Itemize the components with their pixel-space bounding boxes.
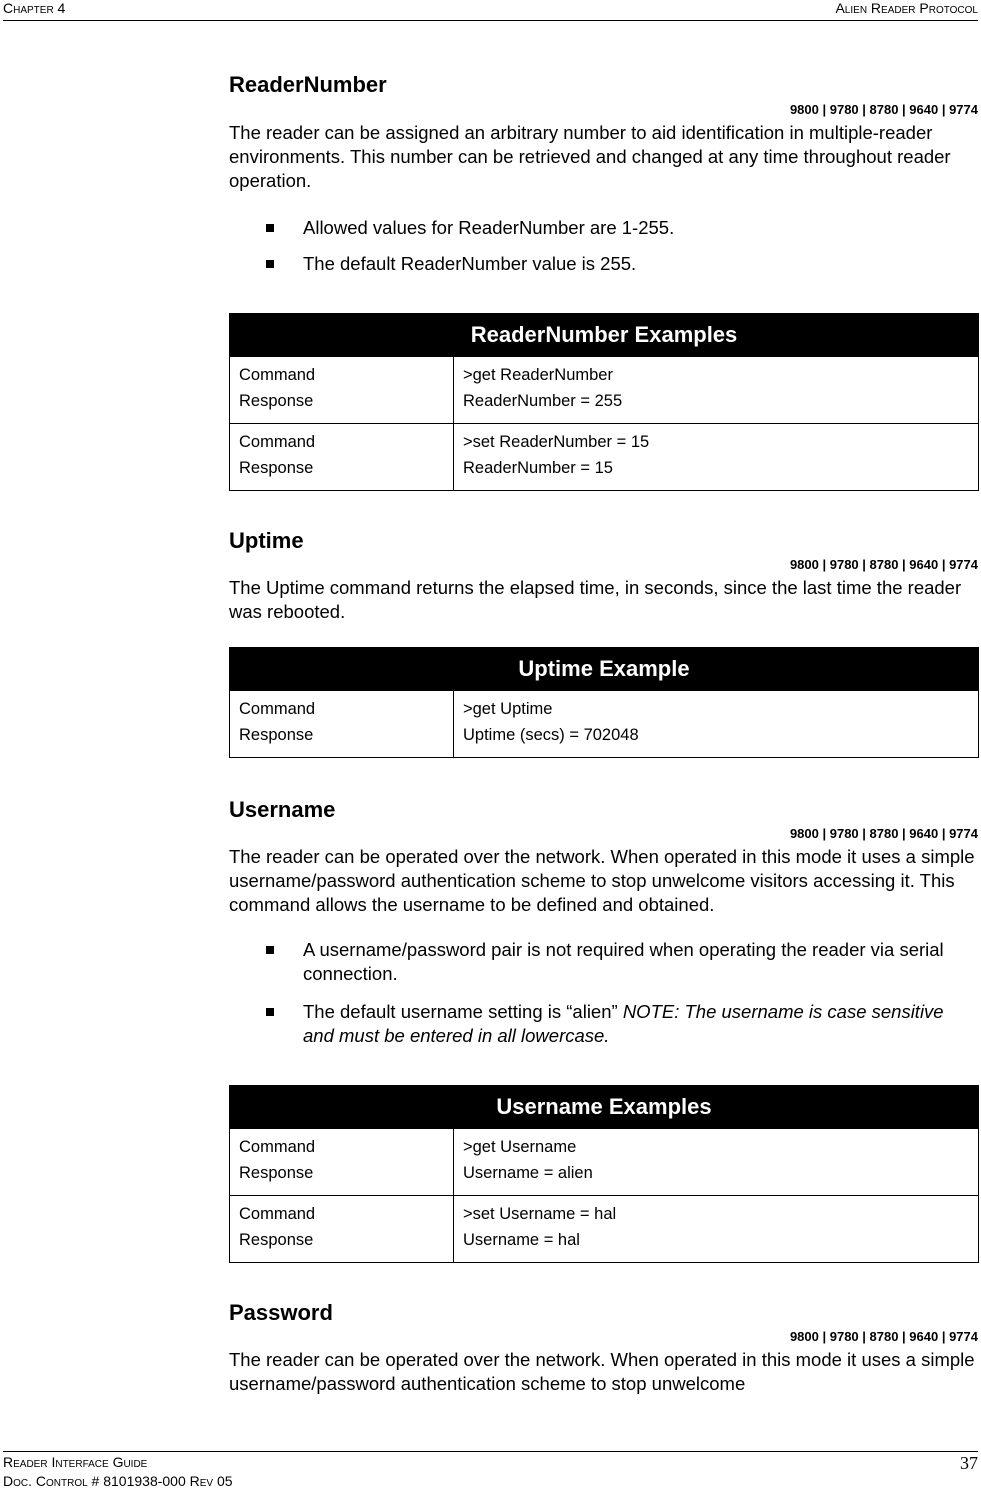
bullet-text: The default username setting is “alien” [303, 1001, 623, 1022]
table-title: Username Examples [230, 1086, 979, 1129]
document-title: Alien Reader Protocol [835, 0, 978, 16]
command-text: >set ReaderNumber = 15 [463, 433, 650, 451]
body-readernumber: The reader can be assigned an arbitrary number to aid identification in multiple-reader environments. This number can be retrieved and changed at any time throughout reader operation. [229, 122, 951, 191]
command-label: Command [239, 366, 316, 384]
section-title-uptime: Uptime [229, 528, 304, 553]
command-text: >get Uptime [463, 700, 553, 718]
guide-title: Reader Interface Guide [3, 1454, 148, 1470]
command-label: Command [239, 1138, 316, 1156]
list-item: The default ReaderNumber value is 255. [229, 252, 977, 276]
bullet-list-username [229, 938, 977, 1048]
uptime-example-table [229, 647, 979, 758]
body-password: The reader can be operated over the network. When operated in this mode it uses a simple username/password authentication scheme to stop unwelcome [229, 1349, 975, 1394]
table-cell-label [230, 424, 454, 491]
table-cell-label [230, 1196, 454, 1263]
models-username: 9800 | 9780 | 8780 | 9640 | 9774 [789, 826, 978, 841]
readernumber-examples-table [229, 313, 979, 491]
list-item: A username/password pair is not required when operating the reader via serial connection. [229, 938, 977, 986]
table-cell-value [454, 1196, 979, 1263]
table-row [230, 1196, 979, 1263]
command-text: >get ReaderNumber [463, 366, 613, 384]
username-examples-table [229, 1085, 979, 1263]
chapter-label: Chapter 4 [3, 0, 66, 16]
table-cell-value [454, 1129, 979, 1196]
table-cell-label [230, 1129, 454, 1196]
response-text: Uptime (secs) = 702048 [463, 726, 639, 744]
models-uptime: 9800 | 9780 | 8780 | 9640 | 9774 [789, 557, 978, 572]
table-cell-value [454, 691, 979, 758]
list-item [229, 1000, 977, 1048]
section-title-password: Password [229, 1300, 333, 1325]
doc-control: Doc. Control # 8101938-000 Rev 05 [3, 1473, 233, 1489]
response-label: Response [239, 1164, 314, 1182]
models-readernumber: 9800 | 9780 | 8780 | 9640 | 9774 [789, 102, 978, 117]
table-title: ReaderNumber Examples [230, 314, 979, 357]
section-title-username: Username [229, 797, 336, 822]
page-header [3, 0, 978, 21]
table-cell-value [454, 357, 979, 424]
page-number: 37 [960, 1453, 978, 1473]
response-label: Response [239, 1231, 314, 1249]
command-label: Command [239, 1205, 316, 1223]
table-cell-value [454, 424, 979, 491]
response-text: Username = hal [463, 1231, 580, 1249]
response-text: ReaderNumber = 15 [463, 459, 613, 477]
models-password: 9800 | 9780 | 8780 | 9640 | 9774 [789, 1329, 978, 1344]
response-text: Username = alien [463, 1164, 593, 1182]
table-title: Uptime Example [230, 648, 979, 691]
bullet-note: NOTE: The username is case sensitive and must be entered in all lowercase. [303, 1001, 944, 1046]
body-uptime: The Uptime command returns the elapsed time, in seconds, since the last time the reader was rebooted. [229, 577, 962, 622]
table-row [230, 357, 979, 424]
table-row [230, 424, 979, 491]
command-label: Command [239, 700, 316, 718]
section-title-readernumber: ReaderNumber [229, 72, 387, 97]
response-label: Response [239, 726, 314, 744]
response-label: Response [239, 392, 314, 410]
page-footer [3, 1451, 978, 1493]
command-text: >set Username = hal [463, 1205, 617, 1223]
table-row [230, 1129, 979, 1196]
table-cell-label [230, 357, 454, 424]
response-text: ReaderNumber = 255 [463, 392, 623, 410]
response-label: Response [239, 459, 314, 477]
body-username: The reader can be operated over the network. When operated in this mode it uses a simple username/password authentication scheme to stop unwelcome visitors accessing it. This command allows the username to be defined and obtained. [229, 846, 975, 915]
table-row [230, 691, 979, 758]
bullet-list-readernumber [229, 216, 977, 276]
list-item: Allowed values for ReaderNumber are 1-255. [229, 216, 977, 240]
command-label: Command [239, 433, 316, 451]
table-cell-label [230, 691, 454, 758]
command-text: >get Username [463, 1138, 577, 1156]
